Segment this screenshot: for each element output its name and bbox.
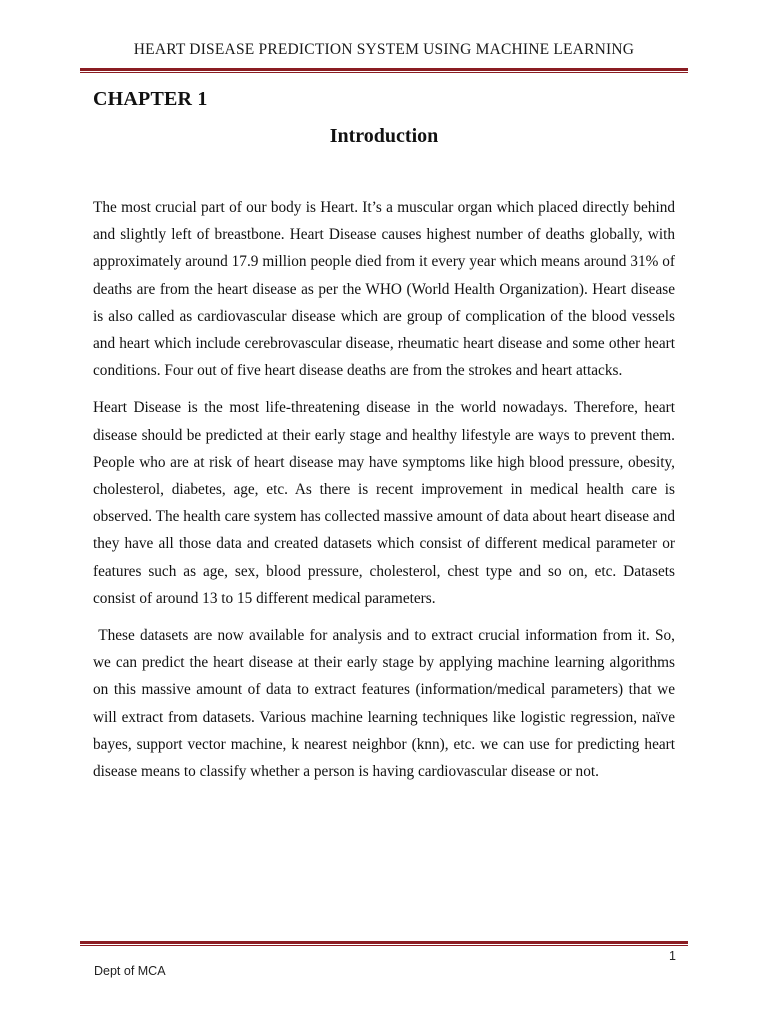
- section-title: Introduction: [329, 125, 439, 147]
- chapter-label: CHAPTER 1: [93, 88, 208, 110]
- running-header-title: HEART DISEASE PREDICTION SYSTEM USING MACHINE LEARNING: [133, 41, 635, 58]
- page-number: 1: [669, 949, 676, 963]
- body-text: [93, 194, 679, 795]
- paragraph-2: Heart Disease is the most life-threatening disease in the world nowadays. Therefore, heart disease should be predicted at their early stage and healthy lifestyle are ways to prevent them. People who are at risk of heart disease may have symptoms like high blood pressure, obesity, cholesterol, diabetes, age, etc. As there is recent improvement in medical health care is observed. The health care system has collected massive amount of data about heart disease and they have all those data and created datasets which consist of different medical parameter or features such as age, sex, blood pressure, cholesterol, chest type and so on, etc. Datasets consist of around 13 to 15 different medical parameters.: [93, 399, 675, 607]
- paragraph-3: These datasets are now available for analysis and to extract crucial information from it. So, we can predict the heart disease at their early stage by applying machine learning algorithms on this massive amount of data to extract features (information/medical parameters) that we will extract from datasets. Various machine learning techniques like logistic regression, naïve bayes, support vector machine, k nearest neighbor (knn), etc. we can use for predicting heart disease means to classify whether a person is having cardiovascular disease or not.: [93, 627, 679, 781]
- footer-divider: [80, 941, 688, 946]
- footer-department: Dept of MCA: [94, 964, 166, 978]
- footer-divider-thin-line: [80, 945, 688, 946]
- header-divider: [80, 68, 688, 73]
- header-divider-thin-line: [80, 72, 688, 73]
- paragraph-1: The most crucial part of our body is Heart. It’s a muscular organ which placed directly behind and slightly left of breastbone. Heart Disease causes highest number of deaths globally, with approximately around 17.9 million people died from it every year which means around 31% of deaths are from the heart disease as per the WHO (World Health Organization). Heart disease is also called as cardiovascular disease which are group of complication of the blood vessels and heart which include cerebrovascular disease, rheumatic heart disease and some other heart conditions. Four out of five heart disease deaths are from the strokes and heart attacks.: [93, 199, 675, 380]
